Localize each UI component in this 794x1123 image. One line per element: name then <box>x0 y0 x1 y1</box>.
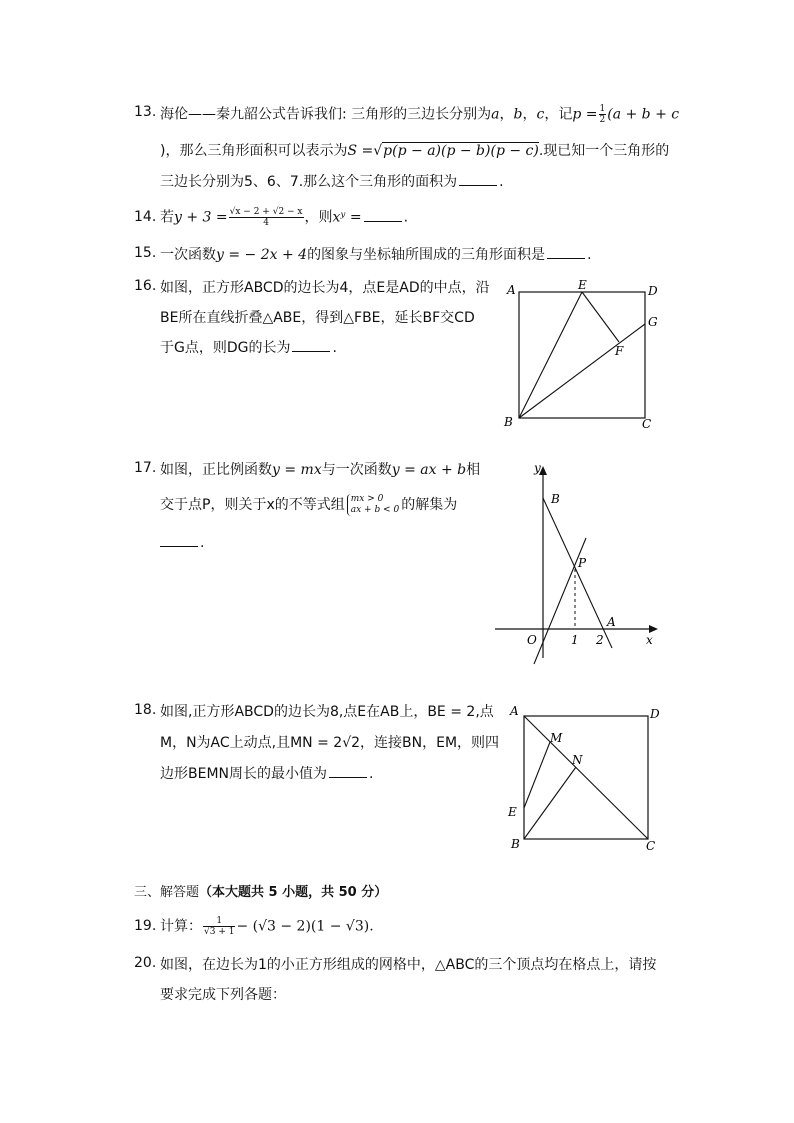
section-title: 三、解答题 <box>134 885 200 900</box>
label-b: B <box>551 492 560 506</box>
label-f: F <box>615 344 624 358</box>
inequality-system: mx > 0 ax + b < 0 <box>347 494 399 516</box>
q13-line-1: 海伦——秦九韶公式告诉我们: 三角形的三边长分别为a，b，c，记p = $\frac{1}{2}$ (a + b + c <box>160 104 680 125</box>
answer-blank[interactable] <box>160 534 198 547</box>
question-number: 18. <box>134 702 157 718</box>
label-m: M <box>550 731 563 745</box>
answer-blank[interactable] <box>364 209 402 222</box>
line-y-ax-b <box>543 498 612 648</box>
segment-be <box>519 292 582 418</box>
fraction: $\frac{1}{√3 + 1}$ <box>204 916 235 937</box>
segment-ef <box>582 292 619 342</box>
segment-em <box>524 742 550 808</box>
q19-line-1: 计算： $\frac{1}{√3 + 1}$ − (√3 − 2)(1 − √3). <box>160 916 374 937</box>
q18-line-2: M，N为AC上动点,且MN = 2√2，连接BN，EM，则四 <box>160 735 500 751</box>
q15-line-1: 一次函数y = − 2x + 4的图象与坐标轴所围成的三角形面积是 . <box>160 247 592 263</box>
question-number: 14. <box>134 209 157 225</box>
label-b: B <box>511 837 520 851</box>
label-p: P <box>578 556 587 570</box>
q16-line-3: 于G点，则DG的长为 . <box>160 340 337 356</box>
q17-line-2: 交于点P，则关于x的不等式组 mx > 0 ax + b < 0 的解集为 <box>160 494 458 515</box>
question-number: 19. <box>134 918 157 934</box>
q16-line-2: BE所在直线折叠△ABE，得到△FBE，延长BF交CD <box>160 310 475 326</box>
answer-blank[interactable] <box>292 339 330 352</box>
label-a: A <box>507 283 516 297</box>
q17-line-1: 如图，正比例函数y = mx与一次函数y = ax + b相 <box>160 462 481 478</box>
label-d: D <box>650 707 660 721</box>
answer-blank[interactable] <box>459 173 497 186</box>
section-header <box>134 881 387 900</box>
question-number: 15. <box>134 245 157 261</box>
label-x: x <box>646 633 653 647</box>
q13-line-3: 三边长分别为5、6、7.那么这个三角形的面积为 . <box>160 174 504 190</box>
label-n: N <box>572 753 583 767</box>
label-e: E <box>508 805 517 819</box>
question-number: 20. <box>134 955 157 971</box>
label-c: C <box>642 417 652 431</box>
answer-blank[interactable] <box>329 765 367 778</box>
answer-blank[interactable] <box>547 246 585 259</box>
segment-bn <box>524 767 576 839</box>
fraction: $\frac{√x - 2 + √2 - x}{4}$ <box>229 207 303 228</box>
q18-line-3: 边形BEMN周长的最小值为 . <box>160 766 374 782</box>
label-y: y <box>534 461 541 475</box>
sqrt-expression: p(p − a)(p − b)(p − c) <box>383 143 539 159</box>
x-axis-arrow <box>649 625 658 633</box>
square-min-perimeter-figure <box>503 700 668 860</box>
function-graph <box>490 458 665 668</box>
q13-line-2: )，那么三角形面积可以表示为S =√p(p − a)(p − b)(p − c).现已知一个三角形的 <box>160 143 670 159</box>
q18-line-1: 如图,正方形ABCD的边长为8,点E在AB上，BE = 2,点 <box>160 704 494 720</box>
label-g: G <box>648 315 658 329</box>
fraction: $\frac{1}{2}$ <box>599 104 606 125</box>
label-b: B <box>504 415 513 429</box>
section-note: （本大题共 5 小题，共 50 分） <box>199 885 388 900</box>
tick-label-1: 1 <box>571 633 579 647</box>
question-number: 13. <box>134 104 157 120</box>
q17-line-3: . <box>160 533 204 553</box>
label-c: C <box>646 839 656 853</box>
q16-line-1: 如图，正方形ABCD的边长为4，点E是AD的中点，沿 <box>160 280 490 296</box>
label-d: D <box>648 284 658 298</box>
square-fold-figure <box>500 278 670 433</box>
question-number: 16. <box>134 278 157 294</box>
question-number: 17. <box>134 460 157 476</box>
tick-label-2: 2 <box>596 633 604 647</box>
square-abcd <box>519 292 645 418</box>
label-o: O <box>527 633 537 647</box>
segment-bg <box>519 324 645 418</box>
q20-line-2: 要求完成下列各题： <box>160 987 286 1003</box>
q20-line-1: 如图，在边长为1的小正方形组成的网格中，△ABC的三个顶点均在格点上，请按 <box>160 957 657 973</box>
label-a: A <box>510 704 519 718</box>
diagonal-ac <box>524 716 648 839</box>
label-a: A <box>607 615 616 629</box>
q14-line-1: 若y + 3 = $\frac{√x - 2 + √2 - x}{4}$ ，则xʸ = . <box>160 207 409 228</box>
label-e: E <box>578 278 587 292</box>
